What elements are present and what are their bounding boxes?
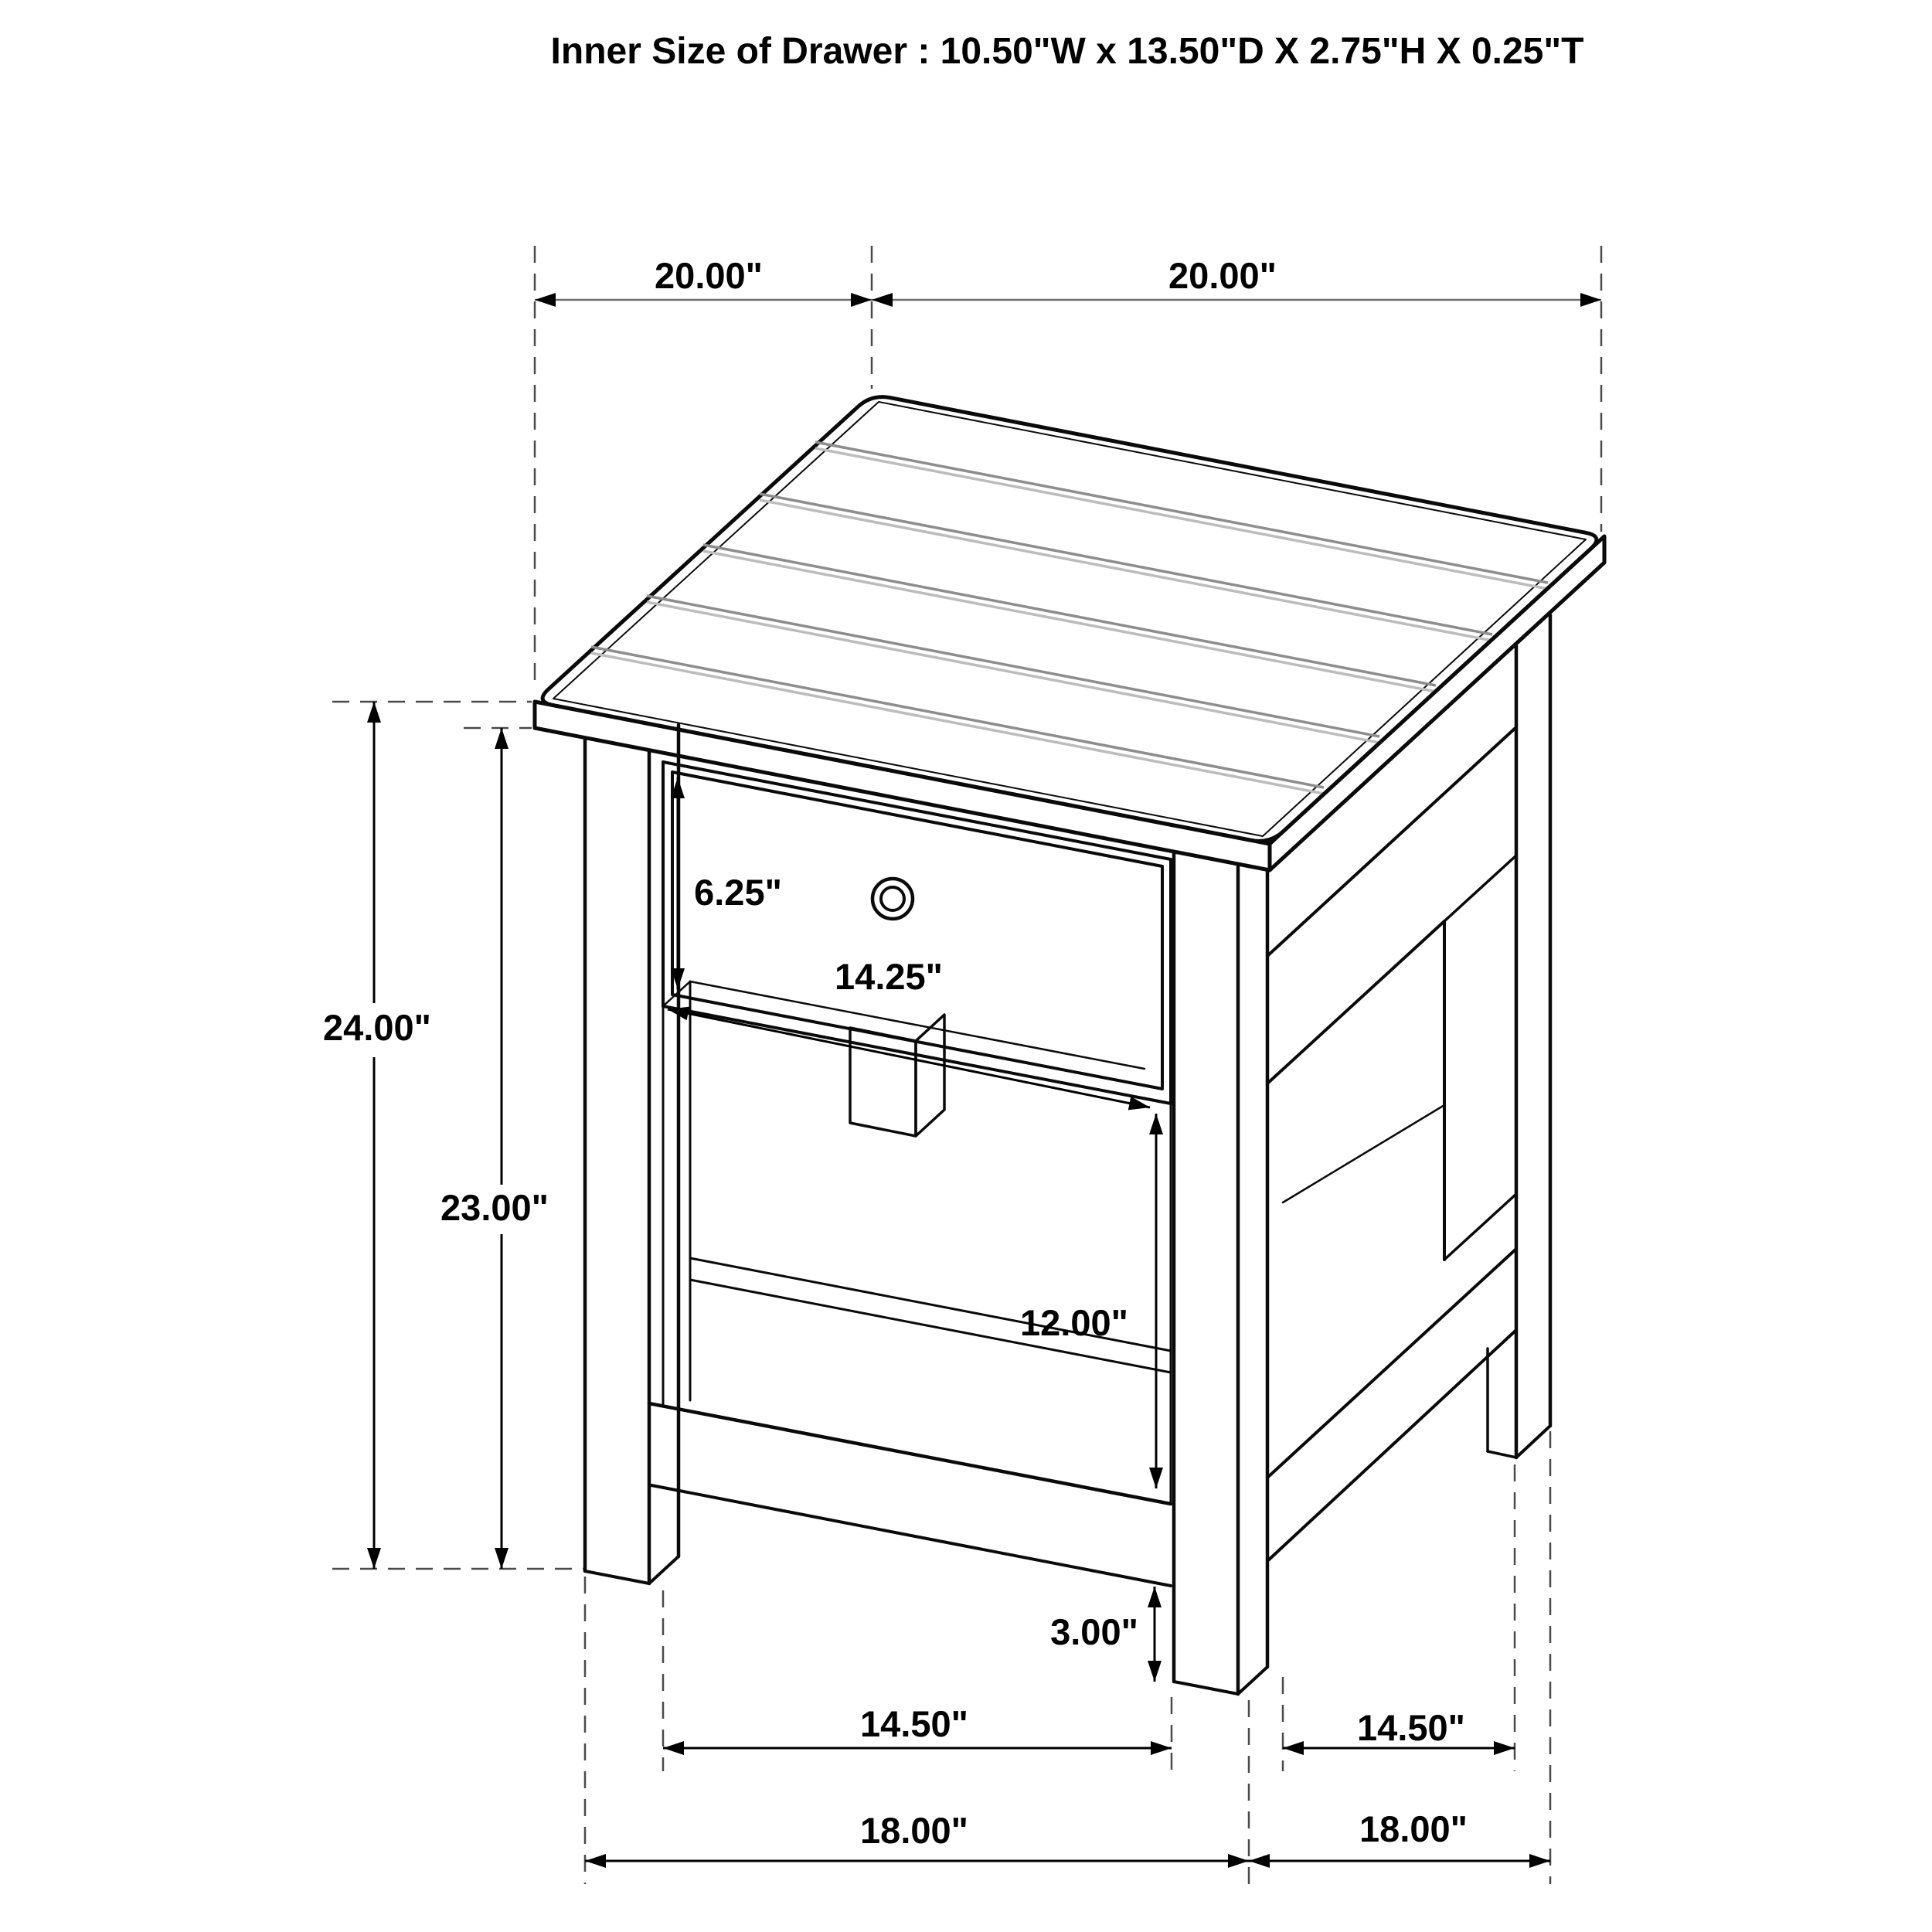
dim-label-base-width: 18.00" (860, 1810, 968, 1851)
dim-label-drawer-face-height: 6.25" (694, 872, 782, 913)
dim-label-drawer-opening-width: 14.25" (835, 956, 943, 997)
dimension-base-depth (1249, 1808, 1550, 1861)
dimension-base-width (585, 1810, 1249, 1861)
tabletop-slab-right-face (1270, 536, 1604, 870)
shelf-front (649, 1403, 1171, 1586)
dim-label-foot-height: 3.00" (1050, 1611, 1138, 1652)
dim-label-top-depth: 20.00" (1168, 255, 1277, 296)
tabletop-slab-front-face (535, 702, 1270, 870)
right-side-face (1267, 727, 1516, 1561)
tabletop (535, 397, 1604, 870)
dim-label-overall-height: 24.00" (323, 1007, 431, 1048)
dimension-drawer-face-height (678, 777, 782, 989)
page-title: Inner Size of Drawer : 10.50"W x 13.50"D X 2.75"H X 0.25"T (550, 31, 1584, 72)
front-right-leg (1174, 852, 1267, 1694)
drawer-knob (872, 879, 913, 919)
dimension-front-leg-span (663, 1703, 1172, 1748)
dim-label-side-leg-span: 14.50" (1357, 1707, 1465, 1748)
dimension-shelf-opening-height (1020, 1114, 1156, 1488)
dimension-overall-height (323, 702, 431, 1569)
dimension-foot-height (1050, 1587, 1155, 1682)
table-drawing (535, 397, 1604, 1694)
dim-label-leg-height: 23.00" (440, 1187, 549, 1228)
dimension-top-depth (872, 255, 1601, 300)
dim-label-top-width: 20.00" (655, 255, 763, 296)
dimension-top-width (535, 255, 872, 300)
dimension-leg-height (440, 728, 549, 1569)
shelf-right-rail (1267, 1249, 1516, 1561)
interior-divider (1444, 855, 1516, 1260)
dim-label-shelf-opening-height: 12.00" (1020, 1302, 1128, 1343)
tabletop-surface (543, 397, 1597, 842)
drawer-glide-block-side (916, 1015, 944, 1136)
dimension-side-leg-span (1283, 1707, 1515, 1748)
dim-label-front-leg-span: 14.50" (860, 1703, 968, 1744)
dim-label-base-depth: 18.00" (1359, 1808, 1468, 1849)
back-right-leg (1488, 615, 1550, 1458)
